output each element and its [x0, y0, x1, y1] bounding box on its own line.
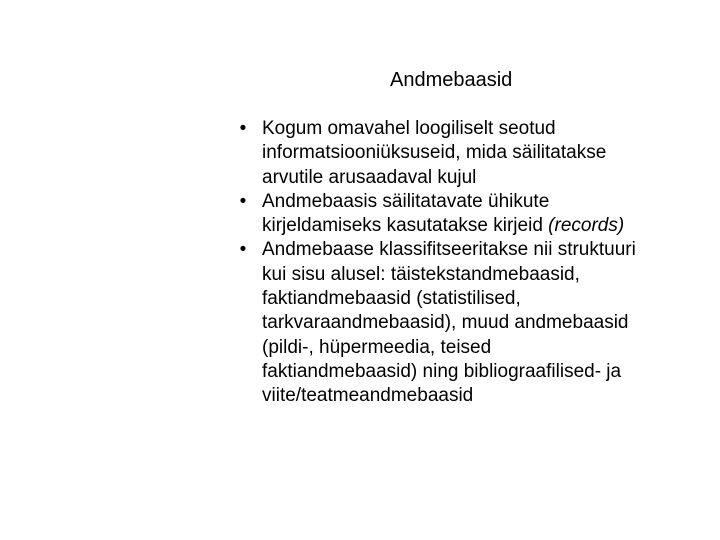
bullet-item-definition: [232, 117, 702, 190]
bullet-line: Andmebaase klassifitseeritakse nii struktuuri: [262, 239, 636, 261]
bullet-line: informatsiooniüksuseid, mida säilitatakse: [262, 142, 607, 164]
bullet-item-records: [232, 190, 702, 239]
bullet-line-with-term: [262, 214, 702, 238]
bullet-item-classification: [232, 238, 702, 408]
bullet-line: faktiandmebaasid (statistilised,: [262, 288, 521, 310]
bullet-line: viite/teatmeandmebaasid: [262, 385, 474, 407]
bullet-dot-icon: •: [239, 118, 247, 139]
bullet-line: arvutile arusaadaval kujul: [262, 166, 477, 188]
bullet-line-text: kirjeldamiseks kasutatakse kirjeid: [262, 215, 543, 237]
bullet-dot-icon: •: [239, 239, 247, 261]
bullet-dot-icon: •: [239, 190, 247, 212]
bullet-line: (pildi-, hüpermeedia, teised: [262, 336, 492, 358]
bullet-line: Kogum omavahel loogiliselt seotud: [262, 118, 556, 139]
records-term: (records): [548, 215, 625, 237]
bullet-line: faktiandmebaasid) ning bibliograafilised- ja: [262, 360, 622, 382]
bullet-list: [232, 117, 702, 409]
slide-title: Andmebaasid: [390, 69, 513, 91]
bullet-line: tarkvaraandmebaasid), muud andmebaasid: [262, 312, 629, 334]
bullet-line: Andmebaasis säilitatavate ühikute: [262, 190, 550, 212]
bullet-line: kui sisu alusel: täistekstandmebaasid,: [262, 263, 580, 285]
